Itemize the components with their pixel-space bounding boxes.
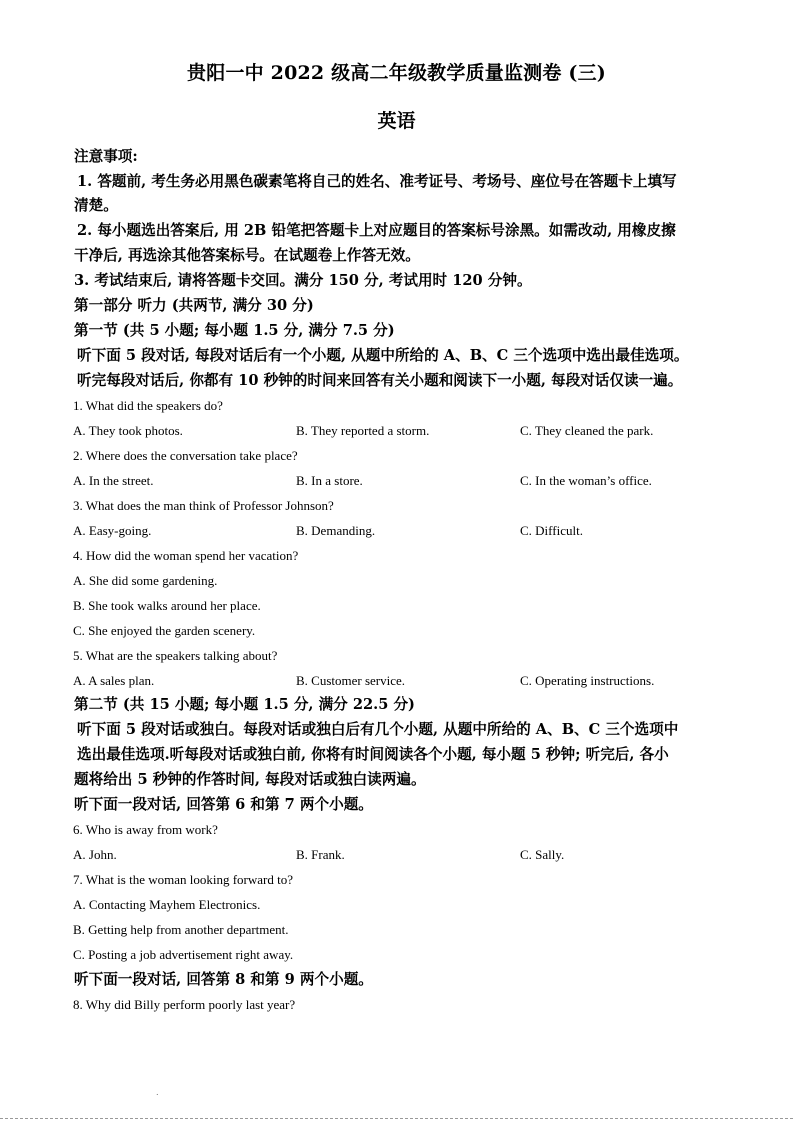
question-4-option-c: C. She enjoyed the garden scenery. bbox=[73, 623, 256, 638]
dialog-2-instruction: 听下面一段对话, 回答第 8 和第 9 两个小题。 bbox=[74, 971, 373, 988]
section2-instruction-line-2: 选出最佳选项.听每段对话或独白前, 你将有时间阅读各个小题, 每小题 5 秒钟; 听完后, 各小 bbox=[77, 746, 669, 763]
question-1-option-a: A. They took photos. bbox=[73, 423, 183, 438]
notice-item-1-line-2: 清楚。 bbox=[74, 197, 118, 214]
notice-item-2-line-1: 2. 每小题选出答案后, 用 2B 铅笔把答题卡上对应题目的答案标号涂黑。如需改动, 用橡皮擦 bbox=[77, 222, 676, 239]
question-6-stem: 6. Who is away from work? bbox=[73, 822, 218, 837]
dialog-1-instruction: 听下面一段对话, 回答第 6 和第 7 两个小题。 bbox=[74, 796, 373, 813]
exam-title: 贵阳一中 2022 级高二年级教学质量监测卷 (三) bbox=[187, 62, 606, 84]
footer-dot: . bbox=[156, 1088, 159, 1097]
question-2-option-b: B. In a store. bbox=[296, 473, 363, 488]
section2-heading: 第二节 (共 15 小题; 每小题 1.5 分, 满分 22.5 分) bbox=[74, 696, 415, 713]
question-2-option-c: C. In the woman’s office. bbox=[520, 473, 652, 488]
question-5-option-b: B. Customer service. bbox=[296, 673, 406, 688]
question-6-option-a: A. John. bbox=[73, 847, 117, 862]
notice-heading: 注意事项: bbox=[74, 148, 138, 165]
question-6-option-b: B. Frank. bbox=[296, 847, 345, 862]
section1-instruction-line-2: 听完每段对话后, 你都有 10 秒钟的时间来回答有关小题和阅读下一小题, 每段对话仅读一遍。 bbox=[77, 372, 683, 389]
question-4-option-a: A. She did some gardening. bbox=[73, 573, 218, 588]
question-5-option-c: C. Operating instructions. bbox=[520, 673, 655, 688]
question-2-option-a: A. In the street. bbox=[73, 473, 154, 488]
footer-divider bbox=[0, 1118, 793, 1120]
notice-item-2-line-2: 干净后, 再选涂其他答案标号。在试题卷上作答无效。 bbox=[74, 247, 420, 264]
question-5-stem: 5. What are the speakers talking about? bbox=[73, 648, 278, 663]
subject-title: 英语 bbox=[377, 110, 416, 132]
question-2-stem: 2. Where does the conversation take place? bbox=[73, 448, 298, 463]
question-8-stem: 8. Why did Billy perform poorly last year? bbox=[73, 997, 296, 1012]
notice-item-3: 3. 考试结束后, 请将答题卡交回。满分 150 分, 考试用时 120 分钟。 bbox=[74, 272, 532, 289]
section1-instruction-line-1: 听下面 5 段对话, 每段对话后有一个小题, 从题中所给的 A、B、C 三个选项中选出最佳选项。 bbox=[77, 347, 689, 364]
part1-heading: 第一部分 听力 (共两节, 满分 30 分) bbox=[74, 297, 314, 314]
section1-heading: 第一节 (共 5 小题; 每小题 1.5 分, 满分 7.5 分) bbox=[74, 322, 395, 339]
question-7-option-b: B. Getting help from another department. bbox=[73, 922, 289, 937]
question-3-option-a: A. Easy-going. bbox=[73, 523, 152, 538]
question-3-option-b: B. Demanding. bbox=[296, 523, 376, 538]
question-6-option-c: C. Sally. bbox=[520, 847, 565, 862]
question-7-stem: 7. What is the woman looking forward to? bbox=[73, 872, 293, 887]
question-4-option-b: B. She took walks around her place. bbox=[73, 598, 261, 613]
notice-item-1-line-1: 1. 答题前, 考生务必用黑色碳素笔将自己的姓名、准考证号、考场号、座位号在答题卡上填写 bbox=[77, 173, 677, 190]
section2-instruction-line-3: 题将给出 5 秒钟的作答时间, 每段对话或独白读两遍。 bbox=[74, 771, 426, 788]
question-5-option-a: A. A sales plan. bbox=[73, 673, 155, 688]
section2-instruction-line-1: 听下面 5 段对话或独白。每段对话或独白后有几个小题, 从题中所给的 A、B、C 三个选项中 bbox=[77, 721, 679, 738]
question-4-stem: 4. How did the woman spend her vacation? bbox=[73, 548, 299, 563]
question-1-stem: 1. What did the speakers do? bbox=[73, 398, 223, 413]
question-7-option-a: A. Contacting Mayhem Electronics. bbox=[73, 897, 261, 912]
question-1-option-c: C. They cleaned the park. bbox=[520, 423, 654, 438]
question-3-option-c: C. Difficult. bbox=[520, 523, 583, 538]
question-7-option-c: C. Posting a job advertisement right away. bbox=[73, 947, 294, 962]
question-3-stem: 3. What does the man think of Professor Johnson? bbox=[73, 498, 334, 513]
question-1-option-b: B. They reported a storm. bbox=[296, 423, 430, 438]
